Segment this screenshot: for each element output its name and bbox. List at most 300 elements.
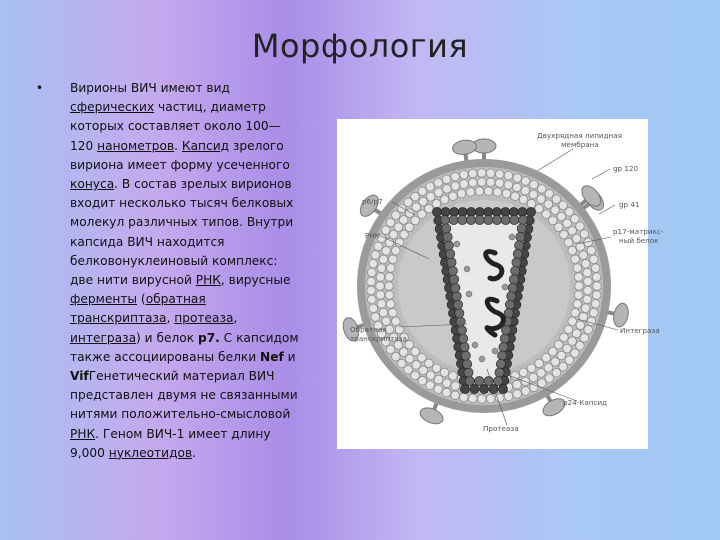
matrix-bead: [374, 242, 383, 251]
matrix-bead: [411, 371, 420, 380]
matrix-bead: [565, 208, 574, 217]
capsid-bead: [452, 292, 461, 301]
matrix-bead: [554, 340, 563, 349]
matrix-bead: [568, 317, 577, 326]
slide-title: Морфология: [251, 27, 469, 65]
matrix-bead: [486, 394, 495, 403]
matrix-bead: [544, 200, 553, 209]
matrix-bead: [367, 277, 376, 286]
capsid-bead: [432, 207, 441, 216]
matrix-bead: [440, 368, 449, 377]
matrix-bead: [418, 187, 427, 196]
matrix-bead: [587, 317, 596, 326]
matrix-bead: [527, 199, 536, 208]
matrix-bead: [442, 175, 451, 184]
matrix-bead: [371, 313, 380, 322]
capsid-bead: [509, 275, 518, 284]
matrix-bead: [389, 230, 398, 239]
matrix-bead: [504, 392, 513, 401]
matrix-bead: [563, 344, 572, 353]
text-run: (: [137, 292, 146, 307]
matrix-bead: [411, 347, 420, 356]
matrix-bead: [548, 216, 557, 225]
capsid-bead: [508, 283, 517, 292]
matrix-bead: [426, 192, 435, 201]
capsid-bead: [470, 384, 479, 393]
capsid-bead: [512, 258, 521, 267]
text-run: Генетический материал ВИЧ представлен двумя не связанными нитями положительно-смысловой: [70, 369, 298, 422]
matrix-bead: [486, 169, 495, 178]
matrix-bead: [385, 282, 394, 291]
leader-line: [592, 169, 610, 179]
term-link[interactable]: ферменты: [70, 292, 138, 307]
matrix-bead: [451, 172, 460, 181]
matrix-bead: [513, 390, 522, 399]
matrix-bead: [405, 354, 414, 363]
label-p6p7: p6/p7: [362, 197, 383, 206]
matrix-bead: [581, 304, 590, 313]
label-lipid-membrane: Двухрядная липидная: [537, 131, 622, 140]
text-run: , вирусные: [220, 273, 291, 288]
capsid-bead: [451, 283, 460, 292]
capsid-bead: [511, 266, 520, 275]
capsid-bead: [498, 351, 507, 360]
matrix-bead: [563, 219, 572, 228]
text-run: .: [174, 138, 182, 153]
capsid-bead: [501, 326, 510, 335]
core-protein: [472, 342, 478, 348]
matrix-bead: [376, 291, 385, 300]
core-protein: [492, 348, 498, 354]
matrix-bead: [537, 369, 546, 378]
matrix-bead: [392, 317, 401, 326]
matrix-bead: [542, 210, 551, 219]
matrix-bead: [411, 192, 420, 201]
matrix-bead: [395, 325, 404, 334]
matrix-bead: [385, 273, 394, 282]
matrix-bead: [426, 381, 435, 390]
capsid-bead: [456, 317, 465, 326]
matrix-bead: [460, 171, 469, 180]
term-link[interactable]: нуклеотидов: [108, 445, 193, 460]
capsid-bead: [453, 300, 462, 309]
matrix-bead: [425, 204, 434, 213]
capsid-bead: [489, 384, 498, 393]
matrix-bead: [592, 273, 601, 282]
capsid-bead: [484, 376, 493, 385]
matrix-bead: [552, 368, 561, 377]
matrix-bead: [559, 362, 568, 371]
capsid-bead: [492, 215, 501, 224]
capsid-bead: [516, 232, 525, 241]
capsid-bead: [479, 384, 488, 393]
core-protein: [479, 356, 485, 362]
matrix-bead: [584, 277, 593, 286]
matrix-bead: [495, 394, 504, 403]
text-run: ,: [166, 311, 175, 326]
matrix-bead: [434, 188, 443, 197]
matrix-bead: [379, 308, 388, 317]
matrix-bead: [419, 197, 428, 206]
text-run: зрелого вириона имеет форму усеченного: [70, 138, 290, 172]
capsid-bead: [466, 215, 475, 224]
matrix-bead: [460, 180, 469, 189]
term-link[interactable]: сферических: [70, 100, 155, 115]
term-link[interactable]: обратная транскриптаза: [70, 292, 206, 326]
matrix-bead: [466, 188, 475, 197]
matrix-bead: [392, 211, 401, 220]
matrix-bead: [571, 255, 580, 264]
matrix-bead: [589, 255, 598, 264]
matrix-bead: [434, 385, 443, 394]
bullet-marker: •: [36, 81, 44, 95]
matrix-bead: [368, 295, 377, 304]
matrix-bead: [537, 185, 546, 194]
matrix-bead: [394, 223, 403, 232]
capsid-bead: [461, 351, 470, 360]
label-p24: p24-Капсид: [563, 398, 608, 407]
capsid-bead: [484, 215, 493, 224]
matrix-bead: [529, 373, 538, 382]
matrix-bead: [399, 348, 408, 357]
matrix-bead: [377, 264, 386, 273]
matrix-bead: [386, 264, 395, 273]
matrix-bead: [583, 268, 592, 277]
matrix-bead: [574, 273, 583, 282]
label-p17: p17-матрикс-: [613, 227, 664, 236]
core-protein: [454, 241, 460, 247]
matrix-bead: [426, 371, 435, 380]
term-link[interactable]: Капсид: [181, 138, 230, 153]
matrix-bead: [434, 178, 443, 187]
matrix-bead: [573, 264, 582, 273]
text-run: и: [283, 349, 296, 364]
matrix-bead: [535, 359, 544, 368]
capsid-bead: [494, 376, 503, 385]
matrix-bead: [385, 238, 394, 247]
matrix-bead: [530, 180, 539, 189]
matrix-bead: [395, 238, 404, 247]
matrix-bead: [572, 234, 581, 243]
core-protein: [466, 291, 472, 297]
matrix-bead: [495, 170, 504, 179]
matrix-bead: [457, 189, 466, 198]
capsid-bead: [495, 368, 504, 377]
matrix-bead: [576, 222, 585, 231]
matrix-bead: [502, 189, 511, 198]
matrix-bead: [554, 223, 563, 232]
capsid-bead: [475, 215, 484, 224]
capsid-bead: [443, 232, 452, 241]
matrix-bead: [565, 356, 574, 365]
capsid-bead: [446, 249, 455, 258]
capsid-bead: [450, 275, 459, 284]
matrix-bead: [442, 388, 451, 397]
capsid-bead: [505, 300, 514, 309]
capsid-bead: [444, 241, 453, 250]
matrix-bead: [530, 383, 539, 392]
matrix-bead: [449, 371, 458, 380]
label-integrase: Интеграза: [620, 326, 660, 335]
matrix-bead: [584, 325, 593, 334]
label-lipid-membrane-2: мембрана: [561, 140, 599, 149]
matrix-bead: [537, 195, 546, 204]
matrix-bead: [451, 382, 460, 391]
matrix-bead: [468, 394, 477, 403]
matrix-bead: [575, 282, 584, 291]
matrix-bead: [551, 358, 560, 367]
matrix-bead: [386, 345, 395, 354]
text-run: частиц, диаметр которых составляет около 100—120: [70, 100, 281, 153]
matrix-bead: [542, 353, 551, 362]
matrix-bead: [442, 379, 451, 388]
text-run: .: [192, 445, 197, 460]
capsid-bead: [440, 215, 449, 224]
bold-term: p7.: [197, 330, 220, 345]
matrix-bead: [504, 171, 513, 180]
matrix-bead: [545, 189, 554, 198]
matrix-bead: [572, 329, 581, 338]
matrix-bead: [460, 393, 469, 402]
capsid-bead: [507, 292, 516, 301]
capsid-bead: [498, 384, 507, 393]
matrix-bead: [560, 333, 569, 342]
capsid-bead: [442, 224, 451, 233]
term-link[interactable]: нанометров: [97, 138, 175, 153]
matrix-bead: [571, 349, 580, 358]
matrix-bead: [571, 215, 580, 224]
matrix-bead: [495, 179, 504, 188]
matrix-bead: [568, 246, 577, 255]
term-link[interactable]: РНК: [195, 273, 221, 288]
matrix-bead: [521, 387, 530, 396]
text-run: ,: [233, 311, 238, 326]
matrix-bead: [451, 182, 460, 191]
term-link[interactable]: интеграза: [70, 330, 137, 345]
matrix-bead: [545, 374, 554, 383]
matrix-bead: [519, 195, 528, 204]
matrix-bead: [417, 353, 426, 362]
capsid-bead: [449, 215, 458, 224]
matrix-bead: [392, 352, 401, 361]
label-rt: Обратная: [350, 325, 387, 334]
matrix-bead: [432, 199, 441, 208]
matrix-bead: [568, 337, 577, 346]
matrix-bead: [369, 304, 378, 313]
matrix-bead: [574, 291, 583, 300]
matrix-bead: [418, 376, 427, 385]
label-protease: Протеаза: [483, 424, 519, 433]
matrix-bead: [552, 195, 561, 204]
capsid-bead: [513, 249, 522, 258]
matrix-bead: [368, 268, 377, 277]
hiv-virion-diagram: [337, 119, 664, 449]
term-link[interactable]: конуса: [70, 177, 115, 192]
text-run: Вирионы ВИЧ имеют вид: [70, 81, 230, 95]
label-p17-2: ный белок: [619, 236, 659, 245]
matrix-bead: [367, 286, 376, 295]
capsid-bead: [460, 343, 469, 352]
matrix-bead: [412, 203, 421, 212]
capsid-bead: [501, 215, 510, 224]
matrix-bead: [564, 325, 573, 334]
capsid-bead: [459, 334, 468, 343]
capsid-bead: [464, 368, 473, 377]
capsid-bead: [447, 258, 456, 267]
matrix-bead: [377, 300, 386, 309]
gp120-knob: [418, 405, 445, 427]
matrix-bead: [417, 210, 426, 219]
matrix-bead: [580, 334, 589, 343]
matrix-bead: [484, 187, 493, 196]
bold-term: Nef: [260, 349, 284, 364]
matrix-bead: [376, 273, 385, 282]
capsid-bead: [518, 215, 527, 224]
matrix-bead: [587, 246, 596, 255]
capsid-bead: [465, 376, 474, 385]
bold-term: Vif: [70, 369, 89, 384]
matrix-bead: [592, 291, 601, 300]
matrix-bead: [404, 365, 413, 374]
matrix-bead: [527, 364, 536, 373]
matrix-bead: [399, 216, 408, 225]
capsid-bead: [499, 343, 508, 352]
matrix-bead: [576, 341, 585, 350]
capsid-bead: [510, 215, 519, 224]
leader-line: [537, 149, 573, 171]
matrix-bead: [560, 230, 569, 239]
text-run: . В состав зрелых вирионов входит несколько тысяч белковых молекул различных типов. Внутри капсида ВИЧ находится белковонуклеиновый комплекс: две нити вирусной: [70, 177, 294, 288]
matrix-bead: [405, 223, 414, 232]
capsid-bead: [455, 309, 464, 318]
capsid-bead: [504, 309, 513, 318]
matrix-bead: [475, 187, 484, 196]
matrix-bead: [591, 300, 600, 309]
capsid-bead: [496, 359, 505, 368]
matrix-bead: [513, 380, 522, 389]
capsid-bead: [514, 241, 523, 250]
matrix-bead: [548, 347, 557, 356]
capsid-bead: [458, 215, 467, 224]
matrix-bead: [389, 255, 398, 264]
label-gp41: gp 41: [619, 200, 640, 209]
text-run: . Геном ВИЧ-1 имеет длину 9,000: [70, 426, 271, 460]
matrix-bead: [559, 201, 568, 210]
gp120-knob: [452, 139, 478, 156]
text-run: С капсидом также ассоциированы белки: [70, 330, 299, 364]
matrix-bead: [389, 308, 398, 317]
matrix-bead: [419, 366, 428, 375]
matrix-bead: [557, 212, 566, 221]
matrix-bead: [571, 308, 580, 317]
matrix-bead: [564, 238, 573, 247]
matrix-bead: [477, 178, 486, 187]
core-protein: [502, 284, 508, 290]
matrix-bead: [521, 177, 530, 186]
capsid-bead: [526, 207, 535, 216]
capsid-bead: [475, 376, 484, 385]
matrix-bead: [440, 195, 449, 204]
matrix-bead: [397, 359, 406, 368]
matrix-bead: [511, 192, 520, 201]
capsid-bead: [500, 334, 509, 343]
label-rt-2: транскриптаза: [350, 334, 407, 343]
matrix-bead: [371, 251, 380, 260]
capsid-bead: [448, 266, 457, 275]
matrix-bead: [426, 182, 435, 191]
matrix-bead: [568, 227, 577, 236]
matrix-bead: [381, 226, 390, 235]
matrix-bead: [544, 363, 553, 372]
matrix-bead: [493, 188, 502, 197]
capsid-bead: [517, 224, 526, 233]
matrix-bead: [379, 255, 388, 264]
matrix-bead: [386, 300, 395, 309]
core-protein: [464, 266, 470, 272]
matrix-bead: [400, 230, 409, 239]
matrix-bead: [581, 259, 590, 268]
matrix-bead: [583, 295, 592, 304]
matrix-bead: [468, 169, 477, 178]
matrix-bead: [442, 185, 451, 194]
matrix-bead: [451, 391, 460, 400]
matrix-bead: [486, 178, 495, 187]
matrix-bead: [591, 264, 600, 273]
matrix-bead: [425, 359, 434, 368]
matrix-bead: [411, 216, 420, 225]
matrix-bead: [386, 218, 395, 227]
label-gp120: gp 120: [613, 164, 639, 173]
matrix-bead: [432, 364, 441, 373]
gp120-knob: [612, 302, 631, 328]
matrix-bead: [579, 251, 588, 260]
term-link[interactable]: протеаза: [174, 311, 234, 326]
matrix-bead: [535, 204, 544, 213]
matrix-bead: [589, 308, 598, 317]
matrix-bead: [376, 282, 385, 291]
matrix-bead: [369, 259, 378, 268]
matrix-bead: [513, 174, 522, 183]
matrix-bead: [593, 282, 602, 291]
virion-svg: [337, 119, 664, 449]
matrix-bead: [521, 186, 530, 195]
matrix-bead: [573, 300, 582, 309]
capsid-bead: [457, 326, 466, 335]
term-link[interactable]: РНК: [70, 426, 96, 441]
matrix-bead: [584, 286, 593, 295]
matrix-bead: [434, 375, 443, 384]
matrix-bead: [449, 192, 458, 201]
matrix-bead: [580, 230, 589, 239]
matrix-bead: [382, 247, 391, 256]
matrix-bead: [513, 183, 522, 192]
matrix-bead: [404, 198, 413, 207]
matrix-bead: [469, 178, 478, 187]
body-paragraph: [70, 79, 302, 463]
label-rnk: РНК: [365, 231, 380, 240]
matrix-bead: [529, 190, 538, 199]
text-run: ) и белок: [136, 330, 198, 345]
capsid-bead: [463, 359, 472, 368]
matrix-bead: [576, 321, 585, 330]
capsid-bead: [460, 384, 469, 393]
matrix-bead: [504, 181, 513, 190]
matrix-bead: [477, 169, 486, 178]
core-protein: [509, 234, 515, 240]
matrix-bead: [477, 395, 486, 404]
matrix-bead: [537, 379, 546, 388]
matrix-bead: [519, 368, 528, 377]
